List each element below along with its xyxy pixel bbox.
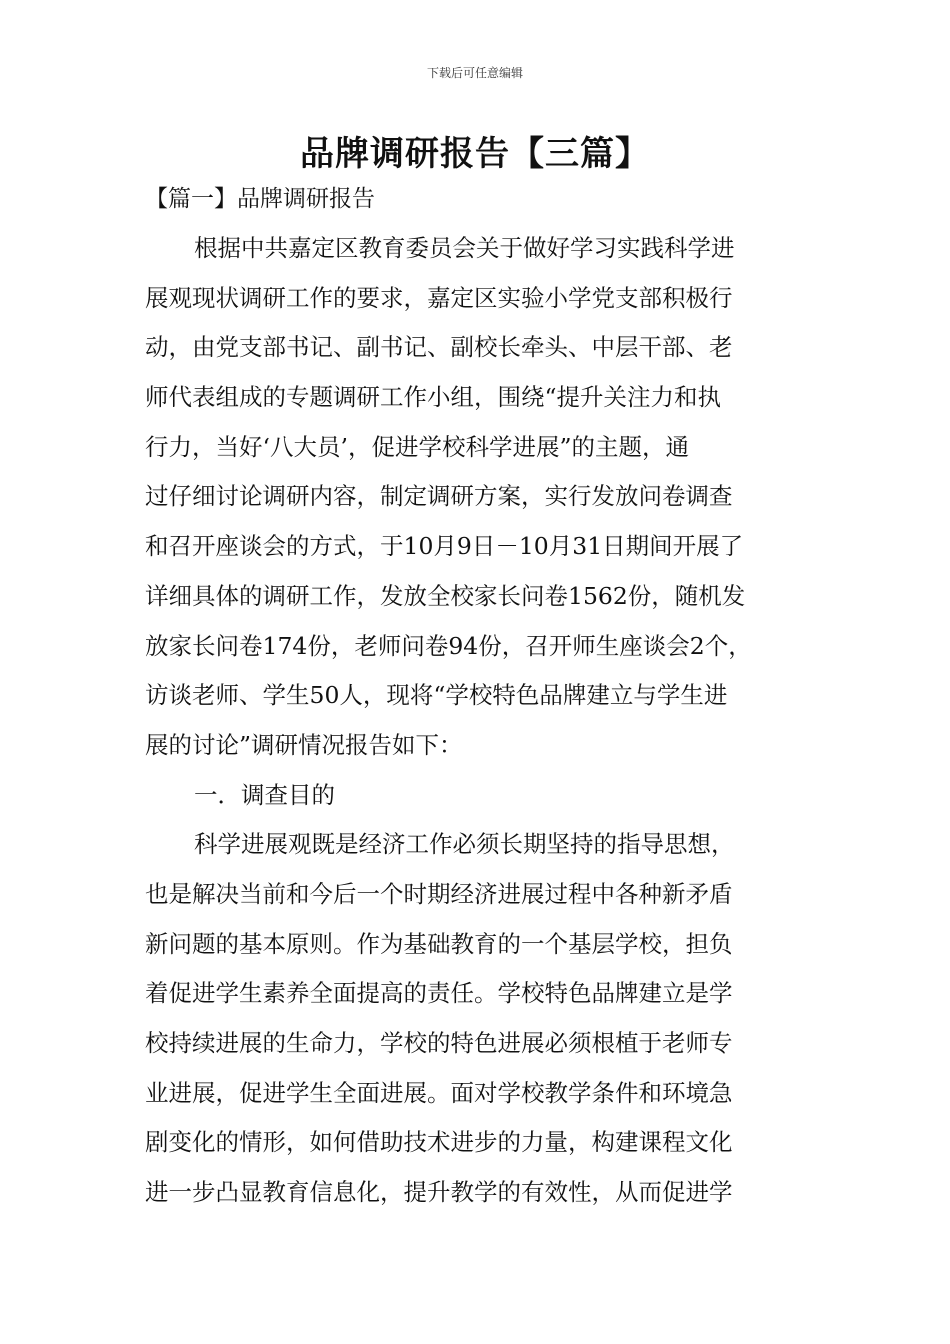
paragraph-line: 着促进学生素养全面提高的责任。学校特色品牌建立是学 [145,979,733,1008]
paragraph-line: 根据中共嘉定区教育委员会关于做好学习实践科学进 [194,234,735,262]
paragraph-line: 行力，当好‘八大员’，促进学校科学进展”的主题，通 [145,432,689,461]
paragraph-line: 业进展，促进学生全面进展。面对学校教学条件和环境急 [145,1078,733,1107]
paragraph-line: 动，由党支部书记、副书记、副校长牵头、中层干部、老 [145,333,733,362]
paragraph-line: 科学进展观既是经济工作必须长期坚持的指导思想， [194,830,735,859]
paragraph-line: 进一步凸显教育信息化，提升教学的有效性，从而促进学 [145,1178,733,1207]
paragraph-line: 过仔细讨论调研内容，制定调研方案，实行发放问卷调查 [145,482,733,511]
paragraph-line: 校持续进展的生命力，学校的特色进展必须根植于老师专 [145,1029,733,1057]
paragraph-line: 新问题的基本原则。作为基础教育的一个基层学校，担负 [145,929,733,958]
paragraph-line: 放家长问卷174份，老师问卷94份，召开师生座谈会2个， [145,631,752,660]
subsection-heading: 一．调查目的 [194,780,335,809]
paragraph-line: 展的讨论”调研情况报告如下： [145,730,463,759]
paragraph-line: 详细具体的调研工作，发放全校家长问卷1562份，随机发 [145,581,746,610]
paragraph-line: 也是解决当前和今后一个时期经济进展过程中各种新矛盾 [145,879,733,908]
paragraph-line: 访谈老师、学生50人，现将“学校特色品牌建立与学生进 [145,681,728,710]
paragraph-line: 师代表组成的专题调研工作小组，围绕“提升关注力和执 [145,383,722,412]
paragraph-line: 剧变化的情形，如何借助技术进步的力量，构建课程文化 [145,1128,733,1157]
section-heading: 【篇一】品牌调研报告 [145,186,375,212]
paragraph-line: 和召开座谈会的方式，于10月9日－10月31日期间开展了 [145,532,744,561]
body-text [145,224,810,1218]
header-note: 下载后可任意编辑 [426,66,523,80]
document-title: 品牌调研报告【三篇】 [300,134,650,174]
paragraph-line: 展观现状调研工作的要求，嘉定区实验小学党支部积极行 [145,283,733,312]
